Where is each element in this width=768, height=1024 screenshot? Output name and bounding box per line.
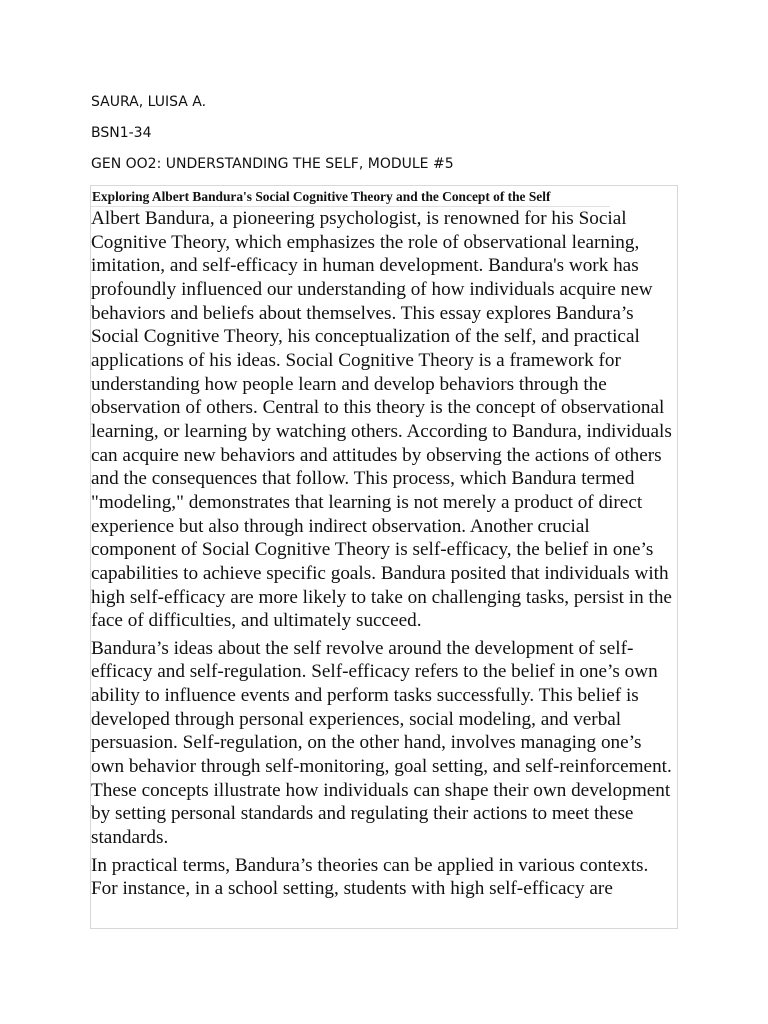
student-name: SAURA, LUISA A.: [91, 94, 207, 110]
essay-title: Exploring Albert Bandura's Social Cognitive Theory and the Concept of the Self: [91, 187, 610, 207]
essay-paragraph-1: Albert Bandura, a pioneering psychologist, is renowned for his Social Cognitive Theory, which emphasizes the role of observational learning, imitation, and self-efficacy in human development. Bandura's work has profoundly influenced our understanding of how individuals acquire new behaviors and beliefs about themselves. This essay explores Bandura’s Social Cognitive Theory, his conceptualization of the self, and practical applications of his ideas. Social Cognitive Theory is a framework for understanding how people learn and develop behaviors through the observation of others. Central to this theory is the concept of observational learning, or learning by watching others. According to Bandura, individuals can acquire new behaviors and attitudes by observing the actions of others and the consequences that follow. This process, which Bandura termed "modeling," demonstrates that learning is not merely a product of direct experience but also through indirect observation. Another crucial component of Social Cognitive Theory is self-efficacy, the belief in one’s capabilities to achieve specific goals. Bandura posited that individuals with high self-efficacy are more likely to take on challenging tasks, persist in the face of difficulties, and ultimately succeed.: [91, 208, 672, 632]
essay-paragraph-2: Bandura’s ideas about the self revolve around the development of self-efficacy and self-regulation. Self-efficacy refers to the belief in one’s own ability to influence events and perform tasks successfully. This belief is developed through personal experiences, social modeling, and verbal persuasion. Self-regulation, on the other hand, involves managing one’s own behavior through self-monitoring, goal setting, and self-reinforcement. These concepts illustrate how individuals can shape their own development by setting personal standards and regulating their actions to meet these standards.: [91, 637, 672, 849]
essay-content-box: [90, 185, 678, 929]
module-title: GEN OO2: UNDERSTANDING THE SELF, MODULE #5: [91, 156, 454, 172]
essay-paragraph-3: In practical terms, Bandura’s theories can be applied in various contexts. For instance, in a school setting, students with high self-efficacy are: [91, 854, 649, 900]
course-section: BSN1-34: [91, 125, 152, 141]
